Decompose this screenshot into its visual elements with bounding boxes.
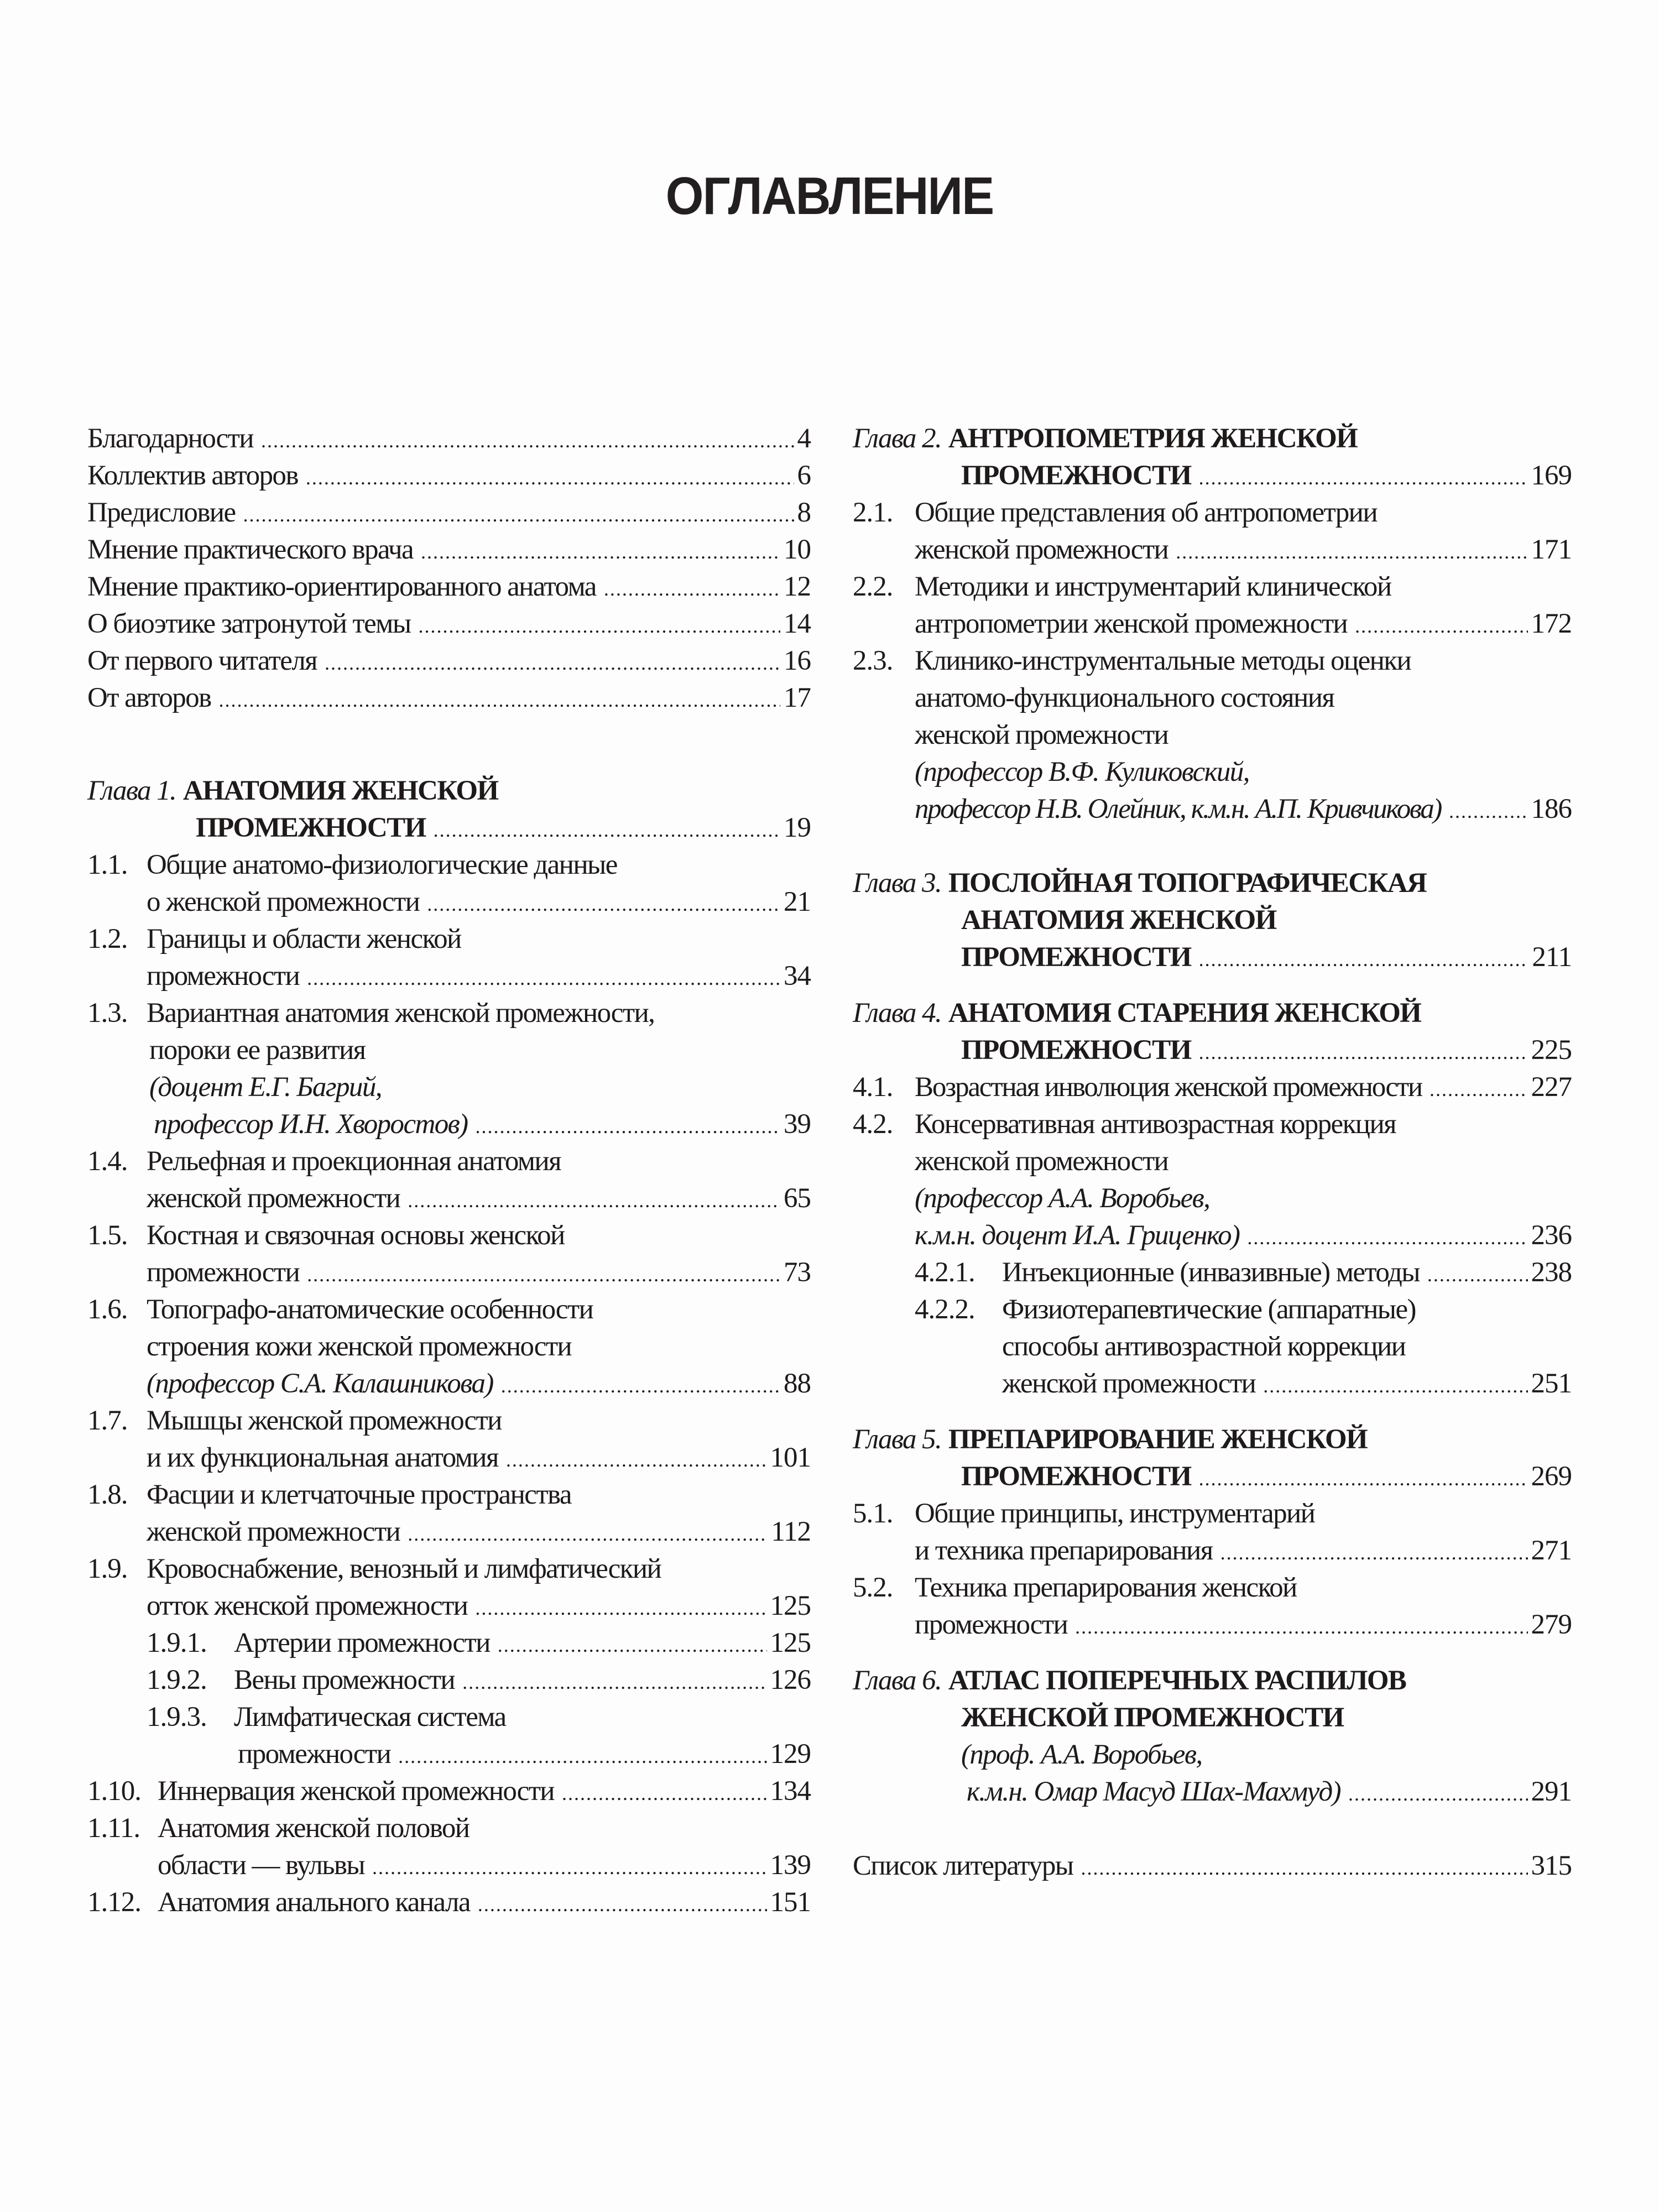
section-authors: к.м.н. Омар Масуд Шах-Махмуд) — [967, 1776, 1341, 1807]
page-number: 17 — [784, 682, 811, 713]
toc-entry-first-reader[interactable]: От первого читателя ..... 16 — [87, 643, 811, 680]
toc-chapter-6-heading-cont[interactable]: ЖЕНСКОЙ ПРОМЕЖНОСТИ — [961, 1702, 1344, 1733]
section-authors: (проф. А.А. Воробьев, — [961, 1739, 1202, 1770]
toc-subsection-4-2-2[interactable]: 4.2.2. Физиотерапевтические (аппаратные) — [915, 1294, 1416, 1325]
page-number: 101 — [770, 1442, 811, 1473]
page-number: 171 — [1531, 534, 1572, 565]
page-number: 19 — [784, 812, 811, 843]
toc-section-5-2[interactable]: 5.2. Техника препарирования женской — [853, 1572, 1297, 1603]
toc-chapter-2-heading-cont[interactable]: ПРОМЕЖНОСТИ ..... 169 — [853, 457, 1572, 494]
leader-dots — [1430, 1071, 1528, 1108]
toc-section-5-1[interactable]: 5.1. Общие принципы, инструментарий — [853, 1498, 1315, 1529]
toc-section-1-12[interactable]: 1.12. Анатомия анального канала ..... 151 — [87, 1884, 811, 1921]
toc-section-1-3-cont[interactable]: пороки ее развития — [149, 1035, 366, 1066]
leader-dots — [307, 960, 780, 997]
toc-section-1-1[interactable]: 1.1. Общие анатомо-физиологические данные — [87, 849, 617, 880]
toc-section-1-9-cont[interactable]: отток женской промежности ..... 125 — [87, 1588, 811, 1625]
toc-section-1-10[interactable]: 1.10. Иннервация женской промежности ..... 134 — [87, 1773, 811, 1810]
toc-subsection-1-9-1[interactable]: 1.9.1. Артерии промежности ..... 125 — [87, 1625, 811, 1662]
toc-section-5-2-cont[interactable]: промежности ..... 279 — [853, 1606, 1572, 1644]
toc-section-1-9[interactable]: 1.9. Кровоснабжение, венозный и лимфатический — [87, 1553, 661, 1584]
chapter-title: ПРЕПАРИРОВАНИЕ ЖЕНСКОЙ — [948, 1424, 1368, 1455]
leader-dots — [475, 1590, 766, 1627]
leader-dots — [462, 1664, 766, 1701]
toc-entry-acknowledgements[interactable]: Благодарности ..... 4 — [87, 420, 811, 457]
page-number: 65 — [784, 1183, 811, 1214]
toc-left-column — [87, 420, 811, 1921]
leader-dots — [604, 571, 780, 608]
page-number: 134 — [770, 1776, 811, 1807]
leader-dots — [1199, 460, 1528, 497]
section-authors: профессор И.Н. Хворостов) — [154, 1109, 468, 1140]
page-number: 6 — [797, 460, 811, 491]
toc-section-1-3-authors[interactable] — [87, 1069, 811, 1106]
page-number: 8 — [797, 497, 811, 528]
page-number: 315 — [1531, 1850, 1572, 1881]
leader-dots — [421, 534, 780, 571]
toc-section-4-1[interactable]: 4.1. Возрастная инволюция женской промежности ..... 227 — [853, 1069, 1572, 1106]
leader-dots — [1449, 793, 1528, 830]
page-number: 125 — [770, 1627, 811, 1658]
toc-section-2-3[interactable]: 2.3. Клинико-инструментальные методы оценки — [853, 645, 1411, 676]
page-number: 21 — [784, 886, 811, 917]
leader-dots — [1355, 608, 1527, 645]
toc-entry-preface[interactable]: Предисловие ..... 8 — [87, 494, 811, 531]
toc-section-4-2-authors[interactable] — [853, 1180, 1572, 1217]
toc-entry-from-authors[interactable]: От авторов ..... 17 — [87, 680, 811, 717]
leader-dots — [501, 1368, 780, 1405]
leader-dots — [1199, 1460, 1528, 1498]
toc-section-2-3-cont[interactable]: анатомо-функционального состояния — [915, 682, 1334, 713]
toc-section-1-6[interactable]: 1.6. Топографо-анатомические особенности — [87, 1294, 593, 1325]
leader-dots — [1199, 1034, 1528, 1071]
page-number: 211 — [1532, 942, 1572, 973]
toc-chapter-1-heading-cont[interactable]: ПРОМЕЖНОСТИ ..... 19 — [87, 810, 811, 847]
toc-entry-authors-collective[interactable]: Коллектив авторов ..... 6 — [87, 457, 811, 494]
page-number: 186 — [1531, 794, 1572, 825]
toc-chapter-3-heading-cont[interactable]: АНАТОМИЯ ЖЕНСКОЙ — [961, 905, 1276, 936]
section-authors: (доцент Е.Г. Багрий, — [149, 1072, 382, 1103]
page-number: 34 — [784, 961, 811, 992]
leader-dots — [408, 1516, 768, 1553]
toc-section-2-3-authors-cont[interactable] — [853, 791, 1572, 828]
toc-chapter-5-heading[interactable] — [853, 1421, 1572, 1458]
toc-chapter-2-heading[interactable] — [853, 420, 1572, 457]
chapter-prefix: Глава 4. — [853, 998, 942, 1029]
toc-section-1-2-cont[interactable]: промежности ..... 34 — [87, 958, 811, 995]
leader-dots — [307, 1256, 780, 1293]
leader-dots — [1263, 1368, 1527, 1405]
toc-section-2-2-cont[interactable]: антропометрии женской промежности ..... 172 — [853, 606, 1572, 643]
toc-section-1-6-authors[interactable] — [87, 1365, 811, 1402]
toc-chapter-6-authors-cont[interactable] — [853, 1773, 1572, 1811]
page-number: 291 — [1531, 1776, 1572, 1807]
section-authors: (профессор С.А. Калашникова) — [147, 1368, 493, 1399]
toc-section-1-3-authors-cont[interactable] — [87, 1106, 811, 1143]
chapter-title: АТЛАС ПОПЕРЕЧНЫХ РАСПИЛОВ — [948, 1665, 1406, 1696]
toc-chapter-3-heading-cont2[interactable]: ПРОМЕЖНОСТИ ..... 211 — [853, 939, 1572, 976]
toc-section-4-2-cont[interactable]: женской промежности — [915, 1146, 1168, 1177]
toc-right-column — [853, 420, 1572, 1885]
leader-dots — [419, 608, 781, 645]
toc-section-2-3-cont2[interactable]: женской промежности — [915, 719, 1168, 750]
toc-subsection-4-2-2-cont2[interactable]: женской промежности ..... 251 — [853, 1365, 1572, 1402]
toc-section-1-3[interactable]: 1.3. Вариантная анатомия женской промежности, — [87, 998, 655, 1029]
toc-subsection-1-9-2[interactable]: 1.9.2. Вены промежности ..... 126 — [87, 1662, 811, 1699]
toc-section-1-2[interactable]: 1.2. Границы и области женской — [87, 924, 461, 954]
toc-subsection-4-2-2-cont[interactable]: способы антивозрастной коррекции — [1002, 1331, 1406, 1362]
page-number: 279 — [1531, 1609, 1572, 1640]
toc-chapter-4-heading-cont[interactable]: ПРОМЕЖНОСТИ ..... 225 — [853, 1032, 1572, 1069]
section-authors: к.м.н. доцент И.А. Гриценко) — [915, 1220, 1240, 1251]
page-number: 88 — [784, 1368, 811, 1399]
toc-entry-anatomist-opinion[interactable]: Мнение практико-ориентированного анатома ..... 12 — [87, 568, 811, 606]
page-number: 225 — [1531, 1035, 1572, 1066]
chapter-prefix: Глава 1. — [87, 775, 176, 806]
toc-section-1-5-cont[interactable]: промежности ..... 73 — [87, 1254, 811, 1291]
leader-dots — [1247, 1219, 1527, 1256]
page-title: ОГЛАВЛЕНИЕ — [665, 166, 994, 226]
toc-subsection-1-9-3[interactable]: 1.9.3. Лимфатическая система — [147, 1702, 506, 1733]
toc-section-1-11-cont[interactable]: области — вульвы ..... 139 — [87, 1847, 811, 1884]
page-number: 129 — [770, 1739, 811, 1770]
toc-section-2-2[interactable]: 2.2. Методики и инструментарий клинической — [853, 571, 1391, 602]
leader-dots — [372, 1849, 766, 1886]
leader-dots — [434, 812, 780, 849]
toc-chapter-6-heading[interactable] — [853, 1662, 1572, 1699]
toc-section-1-7-cont[interactable]: и их функциональная анатомия ..... 101 — [87, 1439, 811, 1477]
toc-chapter-1-heading[interactable] — [87, 773, 811, 810]
leader-dots — [1427, 1256, 1528, 1293]
page-number: 269 — [1531, 1461, 1572, 1492]
leader-dots — [325, 645, 780, 682]
toc-chapter-4-heading[interactable] — [853, 995, 1572, 1032]
section-authors: профессор Н.В. Олейник, к.м.н. А.П. Кривчикова) — [915, 794, 1441, 825]
leader-dots — [506, 1442, 767, 1479]
page-number: 4 — [797, 423, 811, 454]
toc-section-4-2[interactable]: 4.2. Консервативная антивозрастная коррекция — [853, 1109, 1396, 1140]
leader-dots — [261, 422, 794, 460]
chapter-title: АНАТОМИЯ ЖЕНСКОЙ — [182, 775, 498, 806]
page-number: 227 — [1531, 1072, 1572, 1103]
page-number: 172 — [1531, 608, 1572, 639]
section-authors: (профессор В.Ф. Куликовский, — [915, 757, 1249, 787]
leader-dots — [243, 497, 794, 534]
toc-section-1-8[interactable]: 1.8. Фасции и клетчаточные пространства — [87, 1479, 571, 1510]
toc-chapter-6-authors[interactable] — [853, 1736, 1572, 1773]
leader-dots — [476, 1108, 780, 1145]
leader-dots — [498, 1627, 767, 1664]
toc-section-2-3-authors[interactable] — [853, 754, 1572, 791]
page-number: 39 — [784, 1109, 811, 1140]
leader-dots — [427, 886, 780, 923]
page-number: 251 — [1531, 1368, 1572, 1399]
leader-dots — [1081, 1850, 1527, 1887]
section-authors: (профессор А.А. Воробьев, — [915, 1183, 1210, 1214]
toc-section-1-8-cont[interactable]: женской промежности ..... 112 — [87, 1514, 811, 1551]
toc-section-2-1-cont[interactable]: женской промежности ..... 171 — [853, 531, 1572, 568]
page-number: 169 — [1531, 460, 1572, 491]
toc-entry-bibliography[interactable]: Список литературы ..... 315 — [853, 1848, 1572, 1885]
toc-section-1-4[interactable]: 1.4. Рельефная и проекционная анатомия — [87, 1146, 561, 1177]
page-number: 125 — [770, 1590, 811, 1621]
page-number: 236 — [1531, 1220, 1572, 1251]
chapter-title: АНАТОМИЯ СТАРЕНИЯ ЖЕНСКОЙ — [948, 998, 1421, 1029]
toc-subsection-1-9-3-cont[interactable]: промежности ..... 129 — [87, 1736, 811, 1773]
leader-dots — [562, 1775, 766, 1812]
toc-section-1-4-cont[interactable]: женской промежности ..... 65 — [87, 1180, 811, 1217]
page-number: 10 — [784, 534, 811, 565]
chapter-title: АНТРОПОМЕТРИЯ ЖЕНСКОЙ — [948, 423, 1358, 454]
page-number: 126 — [770, 1665, 811, 1695]
page-number: 271 — [1531, 1535, 1572, 1566]
leader-dots — [408, 1182, 780, 1219]
leader-dots — [219, 682, 780, 719]
leader-dots — [478, 1886, 767, 1923]
toc-section-1-6-cont[interactable]: строения кожи женской промежности — [147, 1331, 572, 1362]
leader-dots — [1075, 1609, 1527, 1646]
toc-entry-practitioner-opinion[interactable]: Мнение практического врача ..... 10 — [87, 531, 811, 568]
leader-dots — [1176, 534, 1527, 571]
toc-section-5-1-cont[interactable]: и техника препарирования ..... 271 — [853, 1532, 1572, 1569]
toc-section-2-1[interactable]: 2.1. Общие представления об антропометрии — [853, 497, 1378, 528]
chapter-prefix: Глава 2. — [853, 423, 942, 454]
leader-dots — [398, 1738, 766, 1775]
page-number: 139 — [770, 1850, 811, 1881]
leader-dots — [306, 460, 794, 497]
toc-entry-bioethics[interactable]: О биоэтике затронутой темы ..... 14 — [87, 606, 811, 643]
page-number: 16 — [784, 645, 811, 676]
leader-dots — [1220, 1535, 1528, 1572]
page-number: 151 — [770, 1887, 811, 1918]
chapter-prefix: Глава 6. — [853, 1665, 942, 1696]
chapter-prefix: Глава 5. — [853, 1424, 942, 1455]
page-number: 112 — [771, 1516, 811, 1547]
chapter-title: ПОСЛОЙНАЯ ТОПОГРАФИЧЕСКАЯ — [948, 868, 1427, 899]
toc-subsection-4-2-1[interactable]: 4.2.1. Инъекционные (инвазивные) методы ..... 238 — [853, 1254, 1572, 1291]
page-number: 12 — [784, 571, 811, 602]
toc-section-4-2-authors-cont[interactable] — [853, 1217, 1572, 1254]
leader-dots — [1199, 941, 1529, 978]
leader-dots — [1348, 1776, 1527, 1813]
toc-section-1-11[interactable]: 1.11. Анатомия женской половой — [87, 1813, 469, 1844]
toc-chapter-3-heading[interactable] — [853, 865, 1572, 902]
page-number: 14 — [784, 608, 811, 639]
page-number: 73 — [784, 1257, 811, 1288]
toc-section-1-1-cont[interactable]: о женской промежности ..... 21 — [87, 884, 811, 921]
page-number: 238 — [1531, 1257, 1572, 1288]
chapter-prefix: Глава 3. — [853, 868, 942, 899]
toc-chapter-5-heading-cont[interactable]: ПРОМЕЖНОСТИ ..... 269 — [853, 1458, 1572, 1495]
toc-section-1-7[interactable]: 1.7. Мышцы женской промежности — [87, 1405, 502, 1436]
toc-section-1-5[interactable]: 1.5. Костная и связочная основы женской — [87, 1220, 565, 1251]
